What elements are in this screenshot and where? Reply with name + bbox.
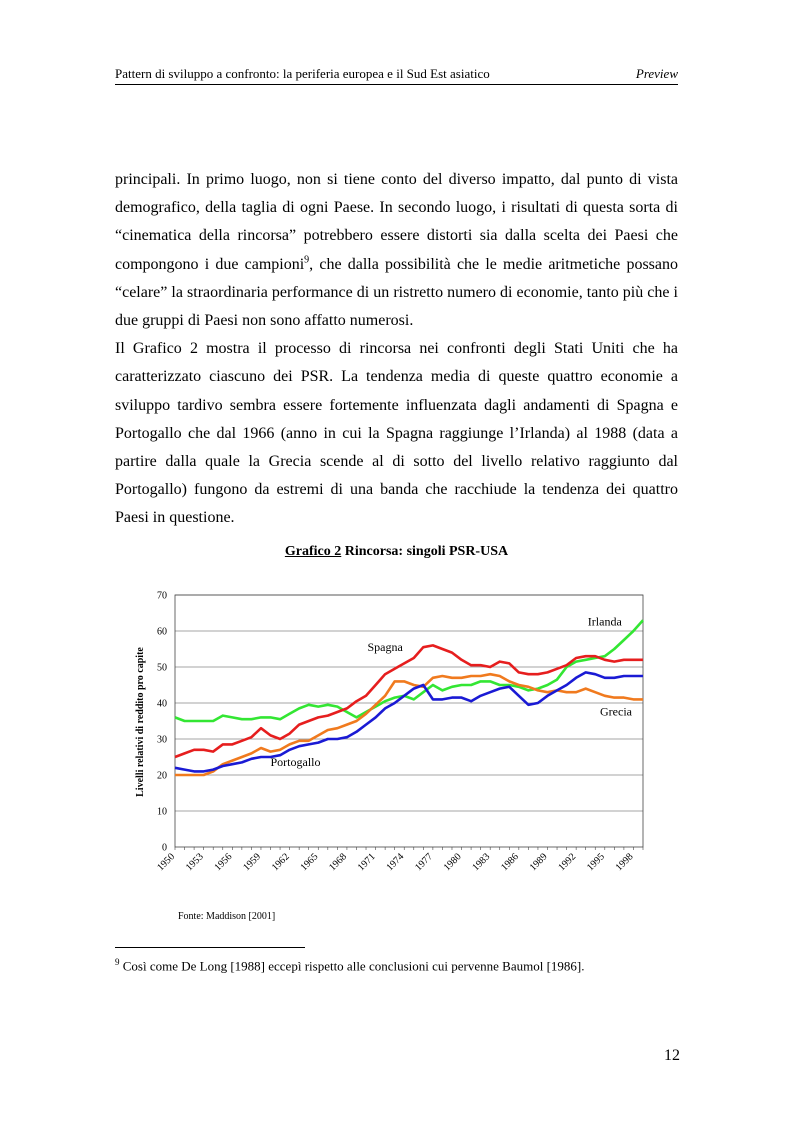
x-tick-1998: 1998 [613,851,636,874]
body-text [115,166,678,533]
x-tick-labels [155,851,635,873]
x-tick-1995: 1995 [584,851,607,874]
y-tick-40: 40 [157,698,167,710]
series-lines [175,620,643,775]
page-number: 12 [664,1047,680,1064]
x-tick-1974: 1974 [384,851,407,874]
series-label-portogallo: Portogallo [270,755,321,769]
chart-title [115,544,678,560]
y-tick-labels [157,591,167,854]
x-tick-1977: 1977 [413,851,435,874]
header-section: Preview [635,66,678,81]
chart-title-text: Rincorsa: singoli PSR-USA [341,544,509,559]
footnote-marker: 9 [115,957,120,967]
y-tick-20: 20 [157,770,167,782]
y-tick-60: 60 [157,626,167,638]
y-tick-0: 0 [162,842,167,854]
series-label-spagna: Spagna [367,639,403,654]
line-chart [115,575,655,900]
axes [175,595,643,850]
x-tick-1959: 1959 [241,851,264,874]
series-line-irlanda [175,620,643,721]
footnote-9 [115,957,584,974]
x-tick-1992: 1992 [556,851,579,874]
y-axis-label: Livelli relativi di reddito pro capite [135,647,146,797]
x-tick-1971: 1971 [355,851,378,874]
x-tick-1956: 1956 [212,851,235,874]
y-tick-70: 70 [157,590,167,602]
x-tick-1983: 1983 [470,851,493,874]
footnote-ref-9[interactable]: 9 [304,254,310,266]
x-tick-1986: 1986 [499,851,521,874]
x-tick-1989: 1989 [527,851,550,874]
x-tick-1953: 1953 [183,851,206,874]
x-tick-1968: 1968 [327,851,350,874]
gridlines [175,595,643,811]
x-tick-1965: 1965 [298,851,321,874]
series-label-irlanda: Irlanda [587,614,622,629]
footnote-divider [115,947,305,948]
footnote-text: Così come De Long [1988] eccepì rispetto alle conclusioni cui pervenne Baumol [1986]. [119,958,585,974]
paragraph-2: Il Grafico 2 mostra il processo di rincorsa nei confronti degli Stati Uniti che ha caratterizzato ciascuno dei PSR. La tendenza media di queste quattro economie a sviluppo tardivo sembra essere fortemente influenzata dagli andamenti di Spagna e Portogallo che dal 1966 (anno in cui la Spagna raggiunge l’Irlanda) al 1988 (data a partire dalla quale la Grecia scende al di sotto del livello relativo raggiunto dal Portogallo) fungono da estremi di una banda che racchiude la tendenza dei quattro Paesi in questione. [115,340,678,527]
x-tick-1962: 1962 [269,851,292,874]
y-tick-50: 50 [157,662,167,674]
series-label-grecia: Grecia [600,704,633,719]
running-header [115,64,678,85]
paragraph-1-text-a: principali. In primo luogo, non si tiene conto del diverso impatto, dal punto di vista demografico, della taglia di ogni Paese. In secondo luogo, i risultati di questa sorta di “cinematica della rincorsa” potrebbero essere distorti sia dalla scelta dei Paesi che compongono i due campioni [115,171,678,273]
paragraph-1-text-b: , che dalla possibilità che le medie aritmetiche possano “celare” la straordinaria performance di un ristretto numero di economie, tanto più che i due gruppi di Paesi non sono affatto numerosi. [115,255,679,330]
y-tick-10: 10 [157,806,167,818]
x-tick-1980: 1980 [441,851,464,874]
chart-number: Grafico 2 [284,544,342,559]
header-title: Pattern di sviluppo a confronto: la periferia europea e il Sud Est asiatico [115,66,490,81]
paragraph-1 [115,166,678,335]
chart-source: Fonte: Maddison [2001] [178,911,276,922]
x-tick-1950: 1950 [155,851,178,874]
y-tick-30: 30 [157,734,167,746]
plot-area [175,595,643,847]
